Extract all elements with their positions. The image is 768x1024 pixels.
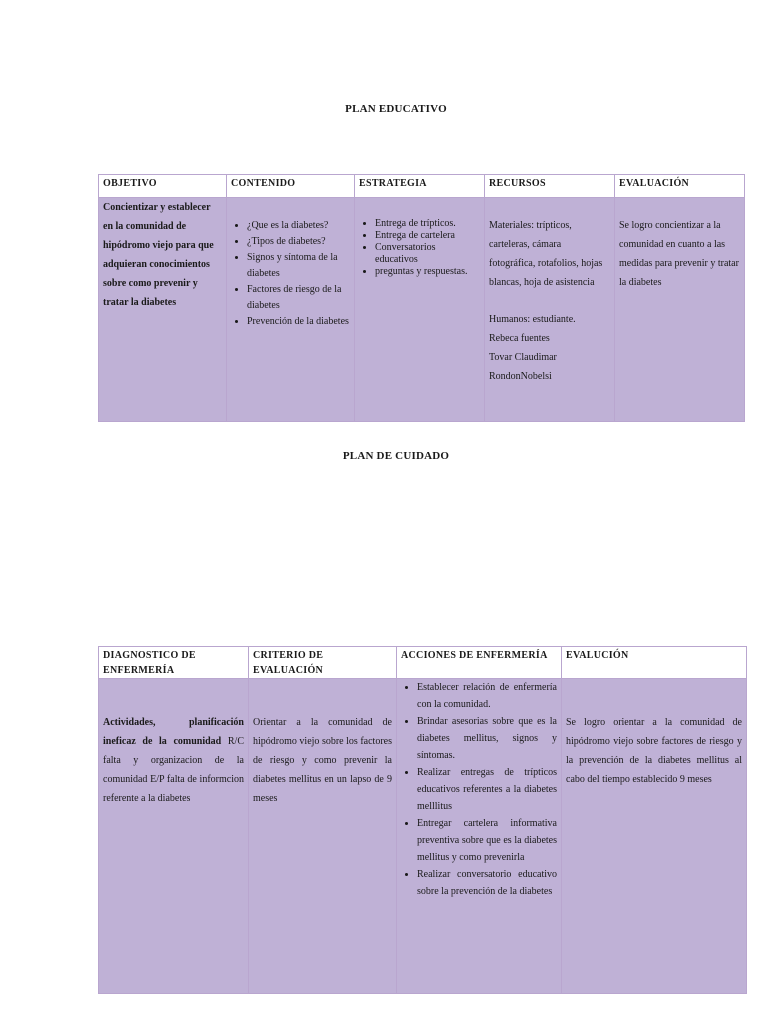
header-estrategia: ESTRATEGIA [355, 175, 485, 198]
objetivo-cell: Concientizar y establecer en la comunidad de hipódromo viejo para que adquieran conocimientos sobre como prevenir y tratar la diabetes [99, 198, 227, 422]
recursos-materiales: Materiales: trípticos, carteleras, cámara fotográfica, rotafolios, hojas blancas, hoja de asistencia [489, 220, 603, 288]
list-item: • Realizar entregas de trípticos educativos referentes a la diabetes melllitus [417, 764, 557, 815]
header-evalucion: EVALUCIÓN [562, 647, 747, 679]
recursos-humanos-line: Rebeca fuentes [489, 333, 550, 344]
table-header-row [99, 175, 745, 198]
header-criterio: CRITERIO DE EVALUACIÓN [249, 647, 397, 679]
criterio-cell: Orientar a la comunidad de hipódromo viejo sobre los factores de riesgo y como prevenir la diabetes mellitus en un lapso de 9 meses [249, 679, 397, 994]
recursos-humanos-line: Humanos: estudiante. [489, 314, 576, 325]
plan-educativo-table [98, 174, 745, 422]
header-objetivo: OBJETIVO [99, 175, 227, 198]
list-item: • Brindar asesorias sobre que es la diabetes mellitus, signos y síntomas. [417, 713, 557, 764]
diagnostico-cell [99, 679, 249, 994]
table-header-row [99, 647, 747, 679]
header-recursos: RECURSOS [485, 175, 615, 198]
recursos-humanos-line: RondonNobelsi [489, 371, 552, 382]
plan-cuidado-title: PLAN DE CUIDADO [342, 450, 450, 462]
list-item: • Entregar cartelera informativa preventiva sobre que es la diabetes mellitus y como prevenirla [417, 815, 557, 866]
acciones-list [401, 679, 557, 900]
list-item: • ¿Tipos de diabetes? [247, 234, 350, 250]
diagnostico-bold-text: Actividades, planificación ineficaz de la comunidad [103, 717, 244, 747]
recursos-humanos-line: Tovar Claudimar [489, 352, 557, 363]
header-evaluacion: EVALUACIÓN [615, 175, 745, 198]
contenido-list [231, 218, 350, 330]
recursos-cell [485, 198, 615, 422]
list-item: • Entrega de trípticos. [375, 218, 480, 230]
list-item: • Factores de riesgo de la diabetes [247, 282, 350, 314]
list-item: • Conversatorios educativos [375, 242, 480, 266]
list-item: • Realizar conversatorio educativo sobre la prevención de la diabetes [417, 866, 557, 900]
table-row [99, 679, 747, 994]
plan-educativo-title: PLAN EDUCATIVO [345, 103, 447, 115]
acciones-cell [397, 679, 562, 994]
header-diagnostico: DIAGNOSTICO DE ENFERMERÍA [99, 647, 249, 679]
estrategia-cell [355, 198, 485, 422]
list-item: • preguntas y respuestas. [375, 266, 480, 278]
plan-cuidado-table [98, 646, 747, 994]
estrategia-list [359, 218, 480, 278]
evalucion-cell: Se logro orientar a la comunidad de hipódromo viejo sobre factores de riesgo y la prevención de la diabetes mellitus al cabo del tiempo establecido 9 meses [562, 679, 747, 994]
list-item: • Signos y síntoma de la diabetes [247, 250, 350, 282]
list-item: • ¿Que es la diabetes? [247, 218, 350, 234]
evaluacion-cell: Se logro concientizar a la comunidad en cuanto a las medidas para prevenir y tratar la diabetes [615, 198, 745, 422]
header-contenido: CONTENIDO [227, 175, 355, 198]
list-item: • Prevención de la diabetes [247, 314, 350, 330]
table-row [99, 198, 745, 422]
header-acciones: ACCIONES DE ENFERMERÍA [397, 647, 562, 679]
diagnostico-text: R/C falta y organizacion de la comunidad E/P falta de informcion referente a la diabetes [103, 736, 244, 804]
list-item: • Entrega de cartelera [375, 230, 480, 242]
list-item: • Establecer relación de enfermería con la comunidad. [417, 679, 557, 713]
contenido-cell [227, 198, 355, 422]
